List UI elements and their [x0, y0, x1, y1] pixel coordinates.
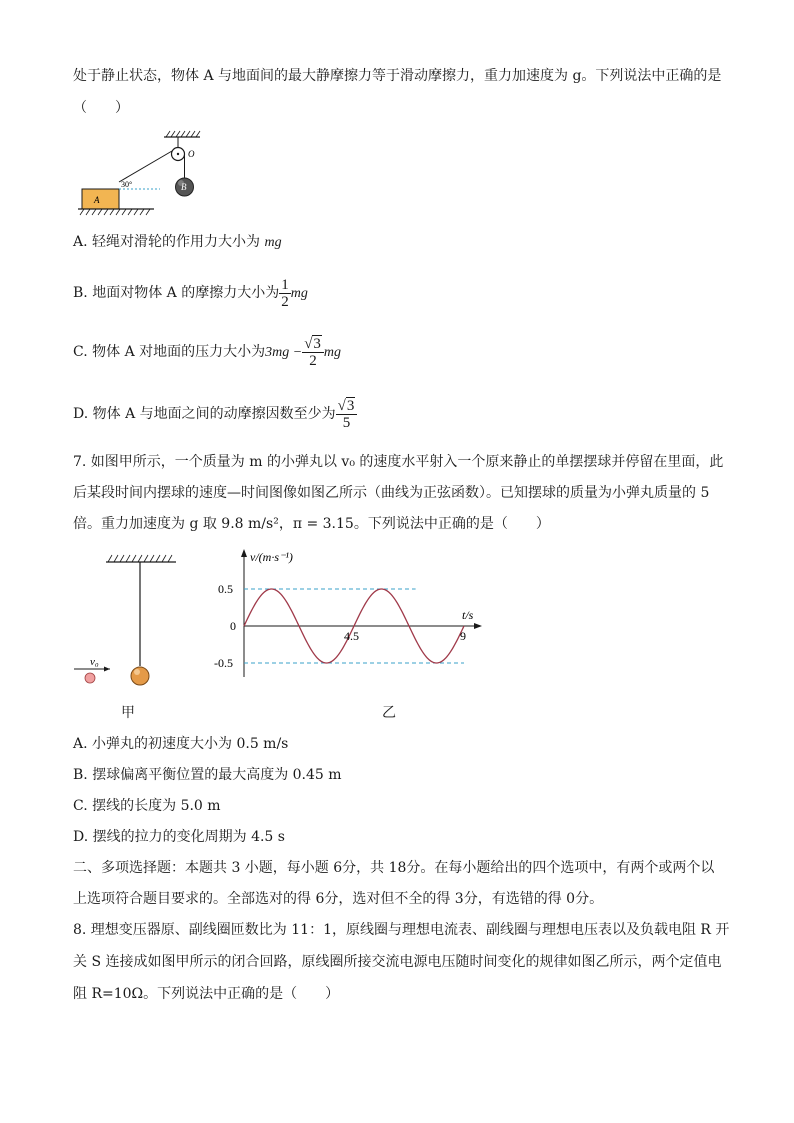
q6-option-b[interactable]: B. 地面对物体 A 的摩擦力大小为 $\frac{1}{2}$ mg — [73, 276, 308, 310]
q7-chart-yi — [210, 545, 490, 685]
section2-line2: 上选项符合题目要求的。全部选对的得 6分，选对但不全的得 3分，有选错的得 0分。 — [73, 891, 604, 907]
sqrt-symbol: √ — [337, 397, 346, 414]
q6-label-b: B — [181, 182, 187, 192]
q6-option-d[interactable]: D. 物体 A 与地面之间的动摩擦因数至少为 $\frac{√3}{5}$ — [73, 394, 357, 434]
tick-label-y-neg: -0.5 — [214, 656, 233, 670]
q7-stem-line1: 7. 如图甲所示，一个质量为 m 的小弹丸以 v₀ 的速度水平射入一个原来静止的单摆摆球并停留在里面，此 — [73, 454, 724, 470]
tick-label-x-mid: 4.5 — [344, 629, 359, 643]
q6-figure — [78, 128, 208, 216]
q7-stem-line3: 倍。重力加速度为 g 取 9.8 m/s²，π = 3.15。下列说法中正确的是（ ） — [73, 516, 550, 532]
q6-label-a: A — [94, 195, 100, 205]
y-axis-arrow — [241, 549, 247, 557]
tick-label-y-zero: 0 — [230, 619, 236, 633]
q7-label-v0: v₀ — [90, 656, 99, 668]
q6-option-c[interactable]: C. 物体 A 对地面的压力大小为3mg − $\frac{√3}{2}$ mg — [73, 335, 342, 369]
fraction: $\frac{1}{2}$ — [281, 276, 289, 310]
q7-caption-jia: 甲 — [121, 705, 135, 721]
q8-line2: 关 S 连接成如图甲所示的闭合回路，原线圈所接交流电源电压随时间变化的规律如图乙所示，两个定值电 — [73, 954, 722, 970]
q8-line1: 8. 理想变压器原、副线圈匝数比为 11：1，原线圈与理想电流表、副线圈与理想电压表以及负载电阻 R 开 — [73, 922, 730, 938]
x-axis-arrow — [474, 623, 482, 629]
q6-angle-label: 30° — [121, 180, 133, 189]
x-axis-label: t/s — [462, 608, 474, 622]
tick-label-x-end: 9 — [460, 629, 466, 643]
q7-option-b[interactable]: B. 摆球偏离平衡位置的最大高度为 0.45 m — [73, 767, 342, 783]
q6-label-o: O — [188, 149, 195, 159]
q7-caption-yi: 乙 — [382, 705, 396, 721]
section2-line1: 二、多项选择题：本题共 3 小题，每小题 6分，共 18分。在每小题给出的四个选项中，有两个或两个以 — [73, 860, 715, 876]
fraction: $\frac{√3}{5}$ — [336, 398, 358, 431]
tick-label-y-pos: 0.5 — [218, 582, 233, 596]
q6-option-a[interactable]: A. 轻绳对滑轮的作用力大小为 mg — [73, 234, 282, 250]
q7-option-a[interactable]: A. 小弹丸的初速度大小为 0.5 m/s — [73, 736, 289, 752]
q7-option-c[interactable]: C. 摆线的长度为 5.0 m — [73, 798, 221, 814]
q7-figure-jia — [70, 550, 190, 690]
q6-stem-line1: 处于静止状态，物体 A 与地面间的最大静摩擦力等于滑动摩擦力，重力加速度为 g。下列说法中正确的是 — [73, 68, 722, 84]
q8-line3: 阻 R=10Ω。下列说法中正确的是（ ） — [73, 986, 340, 1002]
q7-stem-line2: 后某段时间内摆球的速度—时间图像如图乙所示（曲线为正弦函数）。已知摆球的质量为小弹丸质量的 5 — [73, 485, 710, 501]
q6-stem-line2: （ ） — [73, 100, 129, 116]
q7-option-d[interactable]: D. 摆线的拉力的变化周期为 4.5 s — [73, 829, 285, 845]
y-axis-label: v/(m·s⁻¹) — [250, 550, 293, 564]
sqrt-symbol: √ — [304, 335, 313, 352]
fraction: $\frac{√3}{2}$ — [302, 336, 324, 369]
